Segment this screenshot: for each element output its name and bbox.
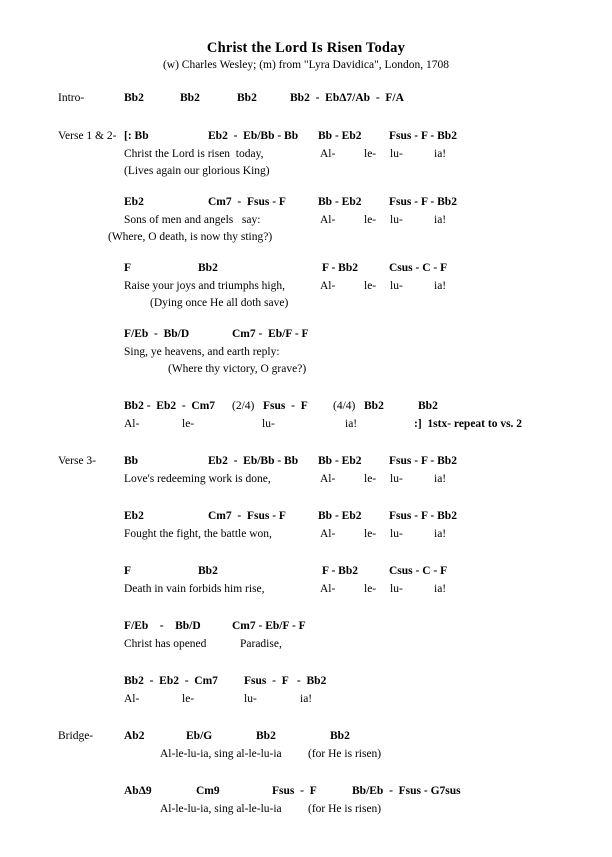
chord: Bb2 <box>124 92 144 104</box>
song-body <box>0 92 612 820</box>
lyric: Al- <box>320 280 336 292</box>
chord: Bb - Eb2 <box>318 510 362 522</box>
chord: Eb2 <box>124 196 144 208</box>
lyric: Fought the fight, the battle won, <box>124 528 272 540</box>
chord: F - Bb2 <box>322 565 358 577</box>
lyric: Christ has opened <box>124 638 207 650</box>
lyric: Sing, ye heavens, and earth reply: <box>124 346 280 358</box>
intro-chord-line <box>0 92 612 110</box>
lyric: ia! <box>434 528 447 540</box>
lyric-line <box>0 280 612 297</box>
chord: AbΔ9 <box>124 785 152 797</box>
chord: F/Eb - Bb/D <box>124 620 201 632</box>
lyric: ia! <box>434 280 447 292</box>
lyric: Paradise, <box>240 638 282 650</box>
lyric: lu- <box>262 418 275 430</box>
lyric-alt-line <box>0 297 612 314</box>
lyric: le- <box>364 583 377 595</box>
section-bridge <box>0 730 612 820</box>
chord: Fsus - F <box>263 400 308 412</box>
lyric-line <box>0 148 612 165</box>
lyric: Christ the Lord is risen today, <box>124 148 264 160</box>
lyric: Al- <box>320 473 336 485</box>
lyric: le- <box>364 528 377 540</box>
lyric-line <box>0 638 612 655</box>
chord: Bb2 <box>198 565 218 577</box>
label-verse-1-2: Verse 1 & 2- <box>58 130 117 142</box>
lyric-line <box>0 583 612 600</box>
chord: Bb2 <box>418 400 438 412</box>
lyric: le- <box>364 473 377 485</box>
lyric: Sons of men and angels say: <box>124 214 261 226</box>
lyric-alt: (Dying once He all doth save) <box>150 297 289 309</box>
credits-byline: (w) Charles Wesley; (m) from "Lyra Davidica", London, 1708 <box>162 59 450 71</box>
lyric: lu- <box>390 528 403 540</box>
lyric: lu- <box>390 583 403 595</box>
lyric: Love's redeeming work is done, <box>124 473 271 485</box>
lyric: Raise your joys and triumphs high, <box>124 280 285 292</box>
chord: Eb2 - Eb/Bb - Bb <box>208 455 299 467</box>
chord: Eb2 <box>124 510 144 522</box>
lyric-line <box>0 803 612 820</box>
refrain-chord-line <box>0 400 612 418</box>
chord: Bb2 <box>180 92 200 104</box>
chord: Bb/Eb - Fsus - G7sus <box>352 785 461 797</box>
lyric: ia! <box>434 583 447 595</box>
lyric-alt-line <box>0 363 612 380</box>
lyric: le- <box>182 693 195 705</box>
chord: Cm7 - Fsus - F <box>208 510 286 522</box>
chord: Bb2 <box>237 92 257 104</box>
chord: Bb2 <box>198 262 218 274</box>
lyric: lu- <box>244 693 257 705</box>
chord-line <box>0 455 612 473</box>
chord: F <box>124 262 132 274</box>
lyric: ia! <box>434 473 447 485</box>
lyric-alt: (Where, O death, is now thy sting?) <box>108 231 273 243</box>
lyric: Al- <box>320 214 336 226</box>
chord: Bb2 <box>364 400 384 412</box>
lyric: ia! <box>345 418 358 430</box>
lyric-aside: (for He is risen) <box>308 803 382 815</box>
chord-line <box>0 262 612 280</box>
chord: Bb2 <box>330 730 350 742</box>
page-title: Christ the Lord Is Risen Today <box>206 40 406 56</box>
chord-line <box>0 620 612 638</box>
lyric-alt-line <box>0 165 612 182</box>
chord: Cm7 - Eb/F - F <box>232 328 309 340</box>
lyric: Death in vain forbids him rise, <box>124 583 265 595</box>
lyric: le- <box>364 148 377 160</box>
lyric: Al- <box>124 418 140 430</box>
chord: F - Bb2 <box>322 262 358 274</box>
chord: Eb/G <box>186 730 213 742</box>
chord: Bb2 - Eb2 - Cm7 <box>124 675 218 687</box>
chord: Bb - Eb2 <box>318 130 362 142</box>
section-verse-3 <box>0 455 612 710</box>
chord: [: Bb <box>124 130 149 142</box>
refrain-lyric-line <box>0 693 612 710</box>
lyric: ia! <box>434 214 447 226</box>
lyric: Al- <box>320 583 336 595</box>
chord: Ab2 <box>124 730 145 742</box>
lyric: Al- <box>124 693 140 705</box>
repeat-instruction: :] 1stx- repeat to vs. 2 <box>414 418 523 430</box>
chord: F <box>124 565 132 577</box>
chord: Bb2 - EbΔ7/Ab - F/A <box>290 92 404 104</box>
chord-line <box>0 785 612 803</box>
chord: Bb2 <box>256 730 276 742</box>
lyric-line <box>0 528 612 545</box>
lyric: lu- <box>390 214 403 226</box>
lyric: lu- <box>390 148 403 160</box>
chord: Fsus - F - Bb2 <box>389 510 457 522</box>
refrain-lyric-line <box>0 418 612 435</box>
lyric: lu- <box>390 280 403 292</box>
chord-line <box>0 130 612 148</box>
chord: Eb2 - Eb/Bb - Bb <box>208 130 299 142</box>
lyric-line <box>0 346 612 363</box>
lyric-line <box>0 473 612 490</box>
chord: Fsus - F - Bb2 <box>244 675 327 687</box>
chord: F/Eb - Bb/D <box>124 328 190 340</box>
chord: Bb - Eb2 <box>318 455 362 467</box>
chord: Cm7 - Fsus - F <box>208 196 286 208</box>
lyric: ia! <box>300 693 313 705</box>
lyric: le- <box>364 214 377 226</box>
chord: Cm7 - Eb/F - F <box>232 620 306 632</box>
lyric: Al-le-lu-ia, sing al-le-lu-ia <box>160 748 282 760</box>
lyric: Al- <box>320 148 336 160</box>
lyric-alt: (Where thy victory, O grave?) <box>168 363 307 375</box>
chord: Bb2 - Eb2 - Cm7 <box>124 400 216 412</box>
chord: Cm9 <box>196 785 220 797</box>
lyric: ia! <box>434 148 447 160</box>
lyric: lu- <box>390 473 403 485</box>
chord: Fsus - F - Bb2 <box>389 196 457 208</box>
chord: Csus - C - F <box>389 565 448 577</box>
lyric: Al- <box>320 528 336 540</box>
chord-line <box>0 510 612 528</box>
section-verse-1-2 <box>0 130 612 435</box>
lyric-alt-line <box>0 231 612 248</box>
chord-line <box>0 328 612 346</box>
label-bridge: Bridge- <box>58 730 94 742</box>
chord: Fsus - F - Bb2 <box>389 455 457 467</box>
time-signature: (2/4) <box>232 400 255 412</box>
section-intro <box>0 92 612 110</box>
chord-line <box>0 565 612 583</box>
time-signature: (4/4) <box>333 400 356 412</box>
lyric-aside: (for He is risen) <box>308 748 382 760</box>
chord: Fsus - F <box>272 785 317 797</box>
lyric-line <box>0 748 612 765</box>
lyric: le- <box>182 418 195 430</box>
chord: Csus - C - F <box>389 262 448 274</box>
chord: Fsus - F - Bb2 <box>389 130 457 142</box>
label-intro: Intro- <box>58 92 85 104</box>
label-verse-3: Verse 3- <box>58 455 96 467</box>
lyric: Al-le-lu-ia, sing al-le-lu-ia <box>160 803 282 815</box>
refrain-chord-line <box>0 675 612 693</box>
chord: Bb - Eb2 <box>318 196 362 208</box>
chord-line <box>0 730 612 748</box>
lyric-line <box>0 214 612 231</box>
lyric: le- <box>364 280 377 292</box>
lyric-alt: (Lives again our glorious King) <box>124 165 270 177</box>
chord: Bb <box>124 455 139 467</box>
chord-line <box>0 196 612 214</box>
